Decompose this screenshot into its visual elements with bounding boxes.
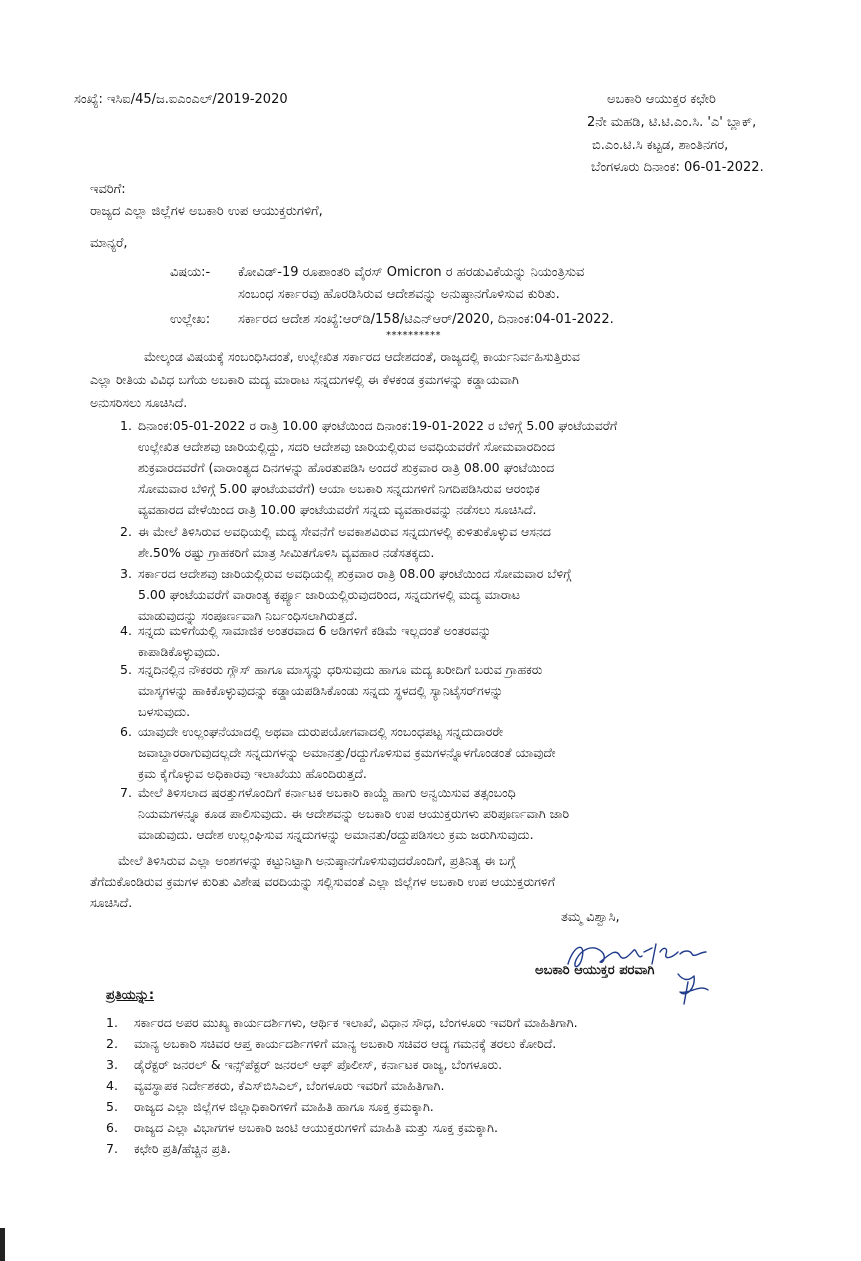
separator: ********** [386,330,441,341]
reference-label: ಉಲ್ಲೇಖ: [170,312,211,327]
subject-line: ಸಂಬಂಧ ಸರ್ಕಾರವು ಹೊರಡಿಸಿರುವ ಆದೇಶವನ್ನು ಅನುಷ್ಠಾನಗೊಳಿಸುವ ಕುರಿತು. [238,287,560,302]
intro-paragraph: ಮೇಲ್ಕಂಡ ವಿಷಯಕ್ಕೆ ಸಂಬಂಧಿಸಿದಂತೆ, ಉಲ್ಲೇಖಿತ ಸರ್ಕಾರದ ಆದೇಶದಂತೆ, ರಾಜ್ಯದಲ್ಲಿ ಕಾರ್ಯನಿರ್ವಹಿಸುತ್ತಿರುವ ಎಲ್ಲಾ ರೀತಿಯ ವಿವಿಧ ಬಗೆಯ ಅಬಕಾರಿ ಮದ್ಯ ಮಾರಾಟ ಸನ್ನದುಗಳಲ್ಲಿ ಈ ಕೆಳಕಂಡ ಕ್ರಮಗಳನ್ನು ಕಡ್ಡಾಯವಾಗಿ ಅನುಸರಿಸಲು ಸೂಚಿಸಿದೆ. [90,349,580,410]
point-1: 1. ದಿನಾಂಕ:05-01-2022 ರ ರಾತ್ರಿ 10.00 ಘಂಟೆಯಿಂದ ದಿನಾಂಕ:19-01-2022 ರ ಬೆಳಿಗ್ಗೆ 5.00 ಘಂಟೆಯವರೆಗೆ ಉಲ್ಲೇಖಿತ ಆದೇಶವು ಜಾರಿಯಲ್ಲಿದ್ದು, ಸದರಿ ಆದೇಶವು ಜಾರಿಯಲ್ಲಿರುವ ಅವಧಿಯವರೆಗೆ ಸೋಮವಾರದಿಂದ ಶುಕ್ರವಾರದವರೆಗೆ (ವಾರಾಂತ್ಯದ ದಿನಗಳನ್ನು ಹೊರತುಪಡಿಸಿ ಅಂದರೆ ಶುಕ್ರವಾರ ರಾತ್ರಿ 08.00 ಘಂಟೆಯಿಂದ ಸೋಮವಾರ ಬೆಳಿಗ್ಗೆ 5.00 ಘಂಟೆಯವರೆಗೆ) ಆಯಾ ಅಬಕಾರಿ ಸನ್ನದುಗಳಿಗೆ ನಿಗದಿಪಡಿಸಿರುವ ಆರಂಭಿಕ ವ್ಯವಹಾರದ ವೇಳೆಯಿಂದ ರಾತ್ರಿ 10.00 ಘಂಟೆಯವರೆಗೆ ಸನ್ನದು ವ್ಯವಹಾರವನ್ನು ನಡೆಸಲು ಸೂಚಿಸಿದೆ. [120,418,618,517]
point-2: 2. ಈ ಮೇಲೆ ತಿಳಿಸಿರುವ ಅವಧಿಯಲ್ಲಿ ಮದ್ಯ ಸೇವನೆಗೆ ಅವಕಾಶವಿರುವ ಸನ್ನದುಗಳಲ್ಲಿ ಕುಳಿತುಕೊಳ್ಳುವ ಆಸನದ ಶೇ.50% ರಷ್ಟು ಗ್ರಾಹಕರಿಗೆ ಮಾತ್ರ ಸೀಮಿತಗೊಳಿಸಿ ವ್ಯವಹಾರ ನಡೆಸತಕ್ಕದು. [120,524,551,560]
signatory-designation: ಅಬಕಾರಿ ಆಯುಕ್ತರ ಪರವಾಗಿ [535,963,655,978]
scan-edge-mark [0,1228,5,1261]
to-line: ರಾಜ್ಯದ ಎಲ್ಲಾ ಜಿಲ್ಲೆಗಳ ಅಬಕಾರಿ ಉಪ ಆಯುಕ್ತರುಗಳಿಗೆ, [90,204,323,219]
point-5: 5. ಸನ್ನದಿನಲ್ಲಿನ ನೌಕರರು ಗ್ಲೌಸ್ ಹಾಗೂ ಮಾಸ್ಕನ್ನು ಧರಿಸುವುದು ಹಾಗೂ ಮದ್ಯ ಖರೀದಿಗೆ ಬರುವ ಗ್ರಾಹಕರು ಮಾಸ್ಕಗಳನ್ನು ಹಾಕಿಕೊಳ್ಳುವುದನ್ನು ಕಡ್ಡಾಯಪಡಿಸಿಕೊಂಡು ಸನ್ನದು ಸ್ಥಳದಲ್ಲಿ ಸ್ಯಾನಿಟೈಸರ್‌ಗಳನ್ನು ಬಳಸುವುದು. [120,662,543,719]
subject-label: ವಿಷಯ:- [170,265,211,280]
to-label: ಇವರಿಗೆ: [90,182,126,197]
closing-paragraph: ಮೇಲೆ ತಿಳಿಸಿರುವ ಎಲ್ಲಾ ಅಂಶಗಳನ್ನು ಕಟ್ಟುನಿಟ್ಟಾಗಿ ಅನುಷ್ಠಾನಗೊಳಿಸುವುದರೊಂದಿಗೆ, ಪ್ರತಿನಿತ್ಯ ಈ ಬಗ್ಗೆ ತೆಗೆದುಕೊಂಡಿರುವ ಕ್ರಮಗಳ ಕುರಿತು ವಿಶೇಷ ವರದಿಯನ್ನು ಸಲ್ಲಿಸುವಂತೆ ಎಲ್ಲಾ ಜಿಲ್ಲೆಗಳ ಅಬಕಾರಿ ಉಪ ಆಯುಕ್ತರುಗಳಿಗೆ ಸೂಚಿಸಿದೆ. [90,853,556,910]
salutation: ಮಾನ್ಯರೆ, [90,236,128,251]
yours-faithfully: ತಮ್ಮ ವಿಶ್ವಾಸಿ, [561,910,620,925]
point-7: 7. ಮೇಲೆ ತಿಳಿಸಲಾದ ಷರತ್ತುಗಳೊಂದಿಗೆ ಕರ್ನಾಟಕ ಅಬಕಾರಿ ಕಾಯ್ದೆ ಹಾಗು ಅನ್ವಯಿಸುವ ತತ್ಸಂಬಂಧಿ ನಿಯಮಗಳನ್ನೂ ಕೂಡ ಪಾಲಿಸುವುದು. ಈ ಆದೇಶವನ್ನು ಅಬಕಾರಿ ಉಪ ಆಯುಕ್ತರುಗಳು ಪರಿಪೂರ್ಣವಾಗಿ ಜಾರಿ ಮಾಡುವುದು. ಆದೇಶ ಉಲ್ಲಂಘಿಸುವ ಸನ್ನದುಗಳನ್ನು ಅಮಾನತು/ರದ್ದುಪಡಿಸಲು ಕ್ರಮ ಜರುಗಿಸುವುದು. [120,785,570,842]
point-4: 4. ಸನ್ನದು ಮಳಿಗೆಯಲ್ಲಿ ಸಾಮಾಜಿಕ ಅಂತರವಾದ 6 ಅಡಿಗಳಿಗೆ ಕಡಿಮೆ ಇಲ್ಲದಂತೆ ಅಂತರವನ್ನು ಕಾಪಾಡಿಕೊಳ್ಳುವುದು. [120,623,492,659]
copies-heading: ಪ್ರತಿಯನ್ನು: [106,988,155,1003]
office-line: 2ನೇ ಮಹಡಿ, ಟಿ.ಟಿ.ಎಂ.ಸಿ. 'ಎ' ಬ್ಲಾಕ್, [587,115,757,130]
point-3: 3. ಸರ್ಕಾರದ ಆದೇಶವು ಜಾರಿಯಲ್ಲಿರುವ ಅವಧಿಯಲ್ಲಿ ಶುಕ್ರವಾರ ರಾತ್ರಿ 08.00 ಘಂಟೆಯಿಂದ ಸೋಮವಾರ ಬೆಳಿಗ್ಗೆ 5.00 ಘಂಟೆಯವರೆಗೆ ವಾರಾಂತ್ಯ ಕರ್ಫ್ಯೂ ಜಾರಿಯಲ್ಲಿರುವುದರಿಂದ, ಸನ್ನದುಗಳಲ್ಲಿ ಮದ್ಯ ಮಾರಾಟ ಮಾಡುವುದನ್ನು ಸಂಪೂರ್ಣವಾಗಿ ನಿರ್ಬಂಧಿಸಲಾಗಿರುತ್ತದೆ. [120,566,572,623]
reference-number: ಸಂಖ್ಯೆ: ಇಸಿಐ/45/ಜ.ಐಎಂಎಲ್/2019-2020 [74,92,288,107]
office-line: ಬಿ.ಎಂ.ಟಿ.ಸಿ ಕಟ್ಟಡ, ಶಾಂತಿನಗರ, [592,138,729,153]
point-6: 6. ಯಾವುದೇ ಉಲ್ಲಂಘನೆಯಾದಲ್ಲಿ ಅಥವಾ ದುರುಪಯೋಗವಾದಲ್ಲಿ ಸಂಬಂಧಪಟ್ಟ ಸನ್ನದುದಾರರೇ ಜವಾಬ್ದಾರರಾಗುವುದಲ್ಲದೇ ಸನ್ನದುಗಳನ್ನು ಅಮಾನತ್ತು/ರದ್ದುಗೊಳಿಸುವ ಕ್ರಮಗಳನ್ನೊಳಗೊಂಡಂತೆ ಯಾವುದೇ ಕ್ರಮ ಕೈಗೊಳ್ಳುವ ಅಧಿಕಾರವು ಇಲಾಖೆಯು ಹೊಂದಿರುತ್ತದೆ. [120,724,556,781]
reference-text: ಸರ್ಕಾರದ ಆದೇಶ ಸಂಖ್ಯೆ:ಆರ್‌ಡಿ/158/ಟಿಎನ್‌ಆರ್/2020, ದಿನಾಂಕ:04-01-2022. [238,312,614,327]
office-line: ಅಬಕಾರಿ ಆಯುಕ್ತರ ಕಛೇರಿ [607,92,716,107]
office-date: ಬೆಂಗಳೂರು ದಿನಾಂಕ: 06-01-2022. [591,160,764,175]
subject-line: ಕೋವಿಡ್-19 ರೂಪಾಂತರಿ ವೈರಸ್ Omicron ರ ಹರಡುವಿಕೆಯನ್ನು ನಿಯಂತ್ರಿಸುವ [238,265,585,280]
